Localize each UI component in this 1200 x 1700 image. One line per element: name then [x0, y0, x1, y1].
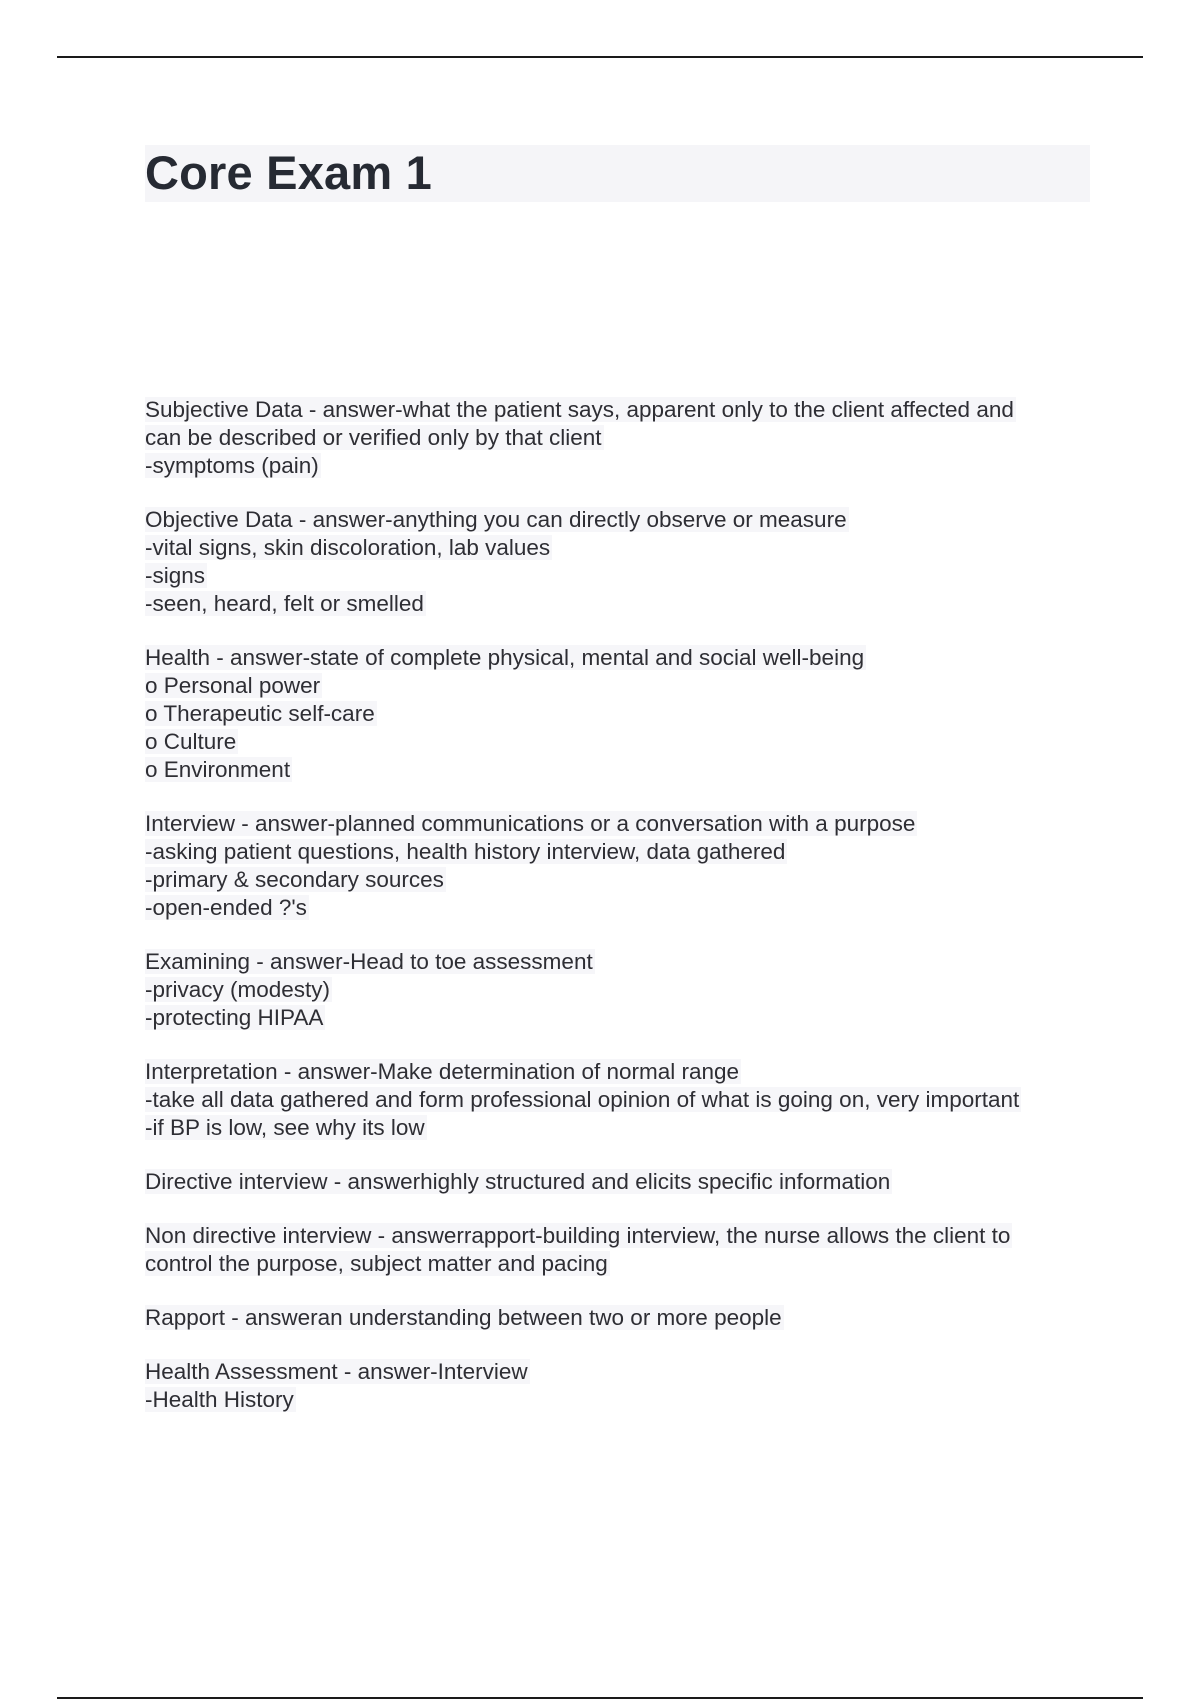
entry-term-line	[145, 644, 1095, 672]
entry-detail-line	[145, 976, 1095, 1004]
entry-text: -open-ended ?'s	[145, 895, 307, 920]
entry-term-line	[145, 396, 1095, 424]
entry-text: -protecting HIPAA	[145, 1005, 324, 1030]
entry-detail-line	[145, 452, 1095, 480]
entry-term-line	[145, 810, 1095, 838]
flashcard-entry	[145, 810, 1095, 922]
entry-term-line	[145, 1358, 1095, 1386]
entry-text: -if BP is low, see why its low	[145, 1115, 425, 1140]
entry-term-line	[145, 948, 1095, 976]
entry-text: -vital signs, skin discoloration, lab values	[145, 535, 551, 560]
flashcard-entry	[145, 1358, 1095, 1414]
flashcard-entry	[145, 1222, 1095, 1278]
entry-text: Examining - answer-Head to toe assessment	[145, 949, 593, 974]
entry-term-line	[145, 1222, 1095, 1250]
entry-text: -Health History	[145, 1387, 294, 1412]
entry-text: Directive interview - answerhighly structured and elicits specific information	[145, 1169, 891, 1194]
entry-text: Interpretation - answer-Make determination of normal range	[145, 1059, 740, 1084]
entry-detail-line	[145, 672, 1095, 700]
entry-text: -primary & secondary sources	[145, 867, 444, 892]
entry-text: Subjective Data - answer-what the patient says, apparent only to the client affected and	[145, 397, 1014, 422]
entry-detail-line	[145, 1004, 1095, 1032]
entry-text: o Personal power	[145, 673, 321, 698]
entry-term-line	[145, 1058, 1095, 1086]
entry-detail-line	[145, 894, 1095, 922]
flashcard-entry	[145, 948, 1095, 1032]
entry-text: o Environment	[145, 757, 291, 782]
entry-detail-line	[145, 534, 1095, 562]
entry-text: control the purpose, subject matter and pacing	[145, 1251, 608, 1276]
entry-detail-line	[145, 1250, 1095, 1278]
entry-detail-line	[145, 866, 1095, 894]
entry-text: Interview - answer-planned communications or a conversation with a purpose	[145, 811, 916, 836]
entry-text: o Culture	[145, 729, 237, 754]
flashcard-entry	[145, 506, 1095, 618]
entry-detail-line	[145, 1386, 1095, 1414]
entry-detail-line	[145, 590, 1095, 618]
entry-term-line	[145, 1304, 1095, 1332]
entry-text: o Therapeutic self-care	[145, 701, 375, 726]
entry-text: Health Assessment - answer-Interview	[145, 1359, 528, 1384]
entry-text: Objective Data - answer-anything you can directly observe or measure	[145, 507, 847, 532]
flashcard-entry	[145, 1168, 1095, 1196]
entry-text: Health - answer-state of complete physical, mental and social well-being	[145, 645, 865, 670]
flashcard-entry	[145, 396, 1095, 480]
top-rule	[57, 56, 1143, 58]
bottom-rule	[57, 1697, 1143, 1699]
entry-text: -asking patient questions, health history interview, data gathered	[145, 839, 786, 864]
entry-detail-line	[145, 1114, 1095, 1142]
entry-term-line	[145, 506, 1095, 534]
entry-text: can be described or verified only by that client	[145, 425, 602, 450]
flashcard-entry	[145, 1304, 1095, 1332]
page-title: Core Exam 1	[145, 146, 432, 199]
entry-text: Rapport - answeran understanding between two or more people	[145, 1305, 782, 1330]
entry-detail-line	[145, 700, 1095, 728]
flashcard-list	[145, 396, 1095, 1440]
flashcard-entry	[145, 1058, 1095, 1142]
entry-text: -signs	[145, 563, 206, 588]
entry-detail-line	[145, 424, 1095, 452]
entry-text: Non directive interview - answerrapport-building interview, the nurse allows the client to	[145, 1223, 1011, 1248]
flashcard-entry	[145, 644, 1095, 784]
entry-text: -privacy (modesty)	[145, 977, 331, 1002]
entry-detail-line	[145, 756, 1095, 784]
entry-text: -seen, heard, felt or smelled	[145, 591, 424, 616]
entry-detail-line	[145, 1086, 1095, 1114]
entry-text: -take all data gathered and form professional opinion of what is going on, very important	[145, 1087, 1020, 1112]
entry-term-line	[145, 1168, 1095, 1196]
entry-detail-line	[145, 728, 1095, 756]
entry-text: -symptoms (pain)	[145, 453, 319, 478]
entry-detail-line	[145, 838, 1095, 866]
entry-detail-line	[145, 562, 1095, 590]
